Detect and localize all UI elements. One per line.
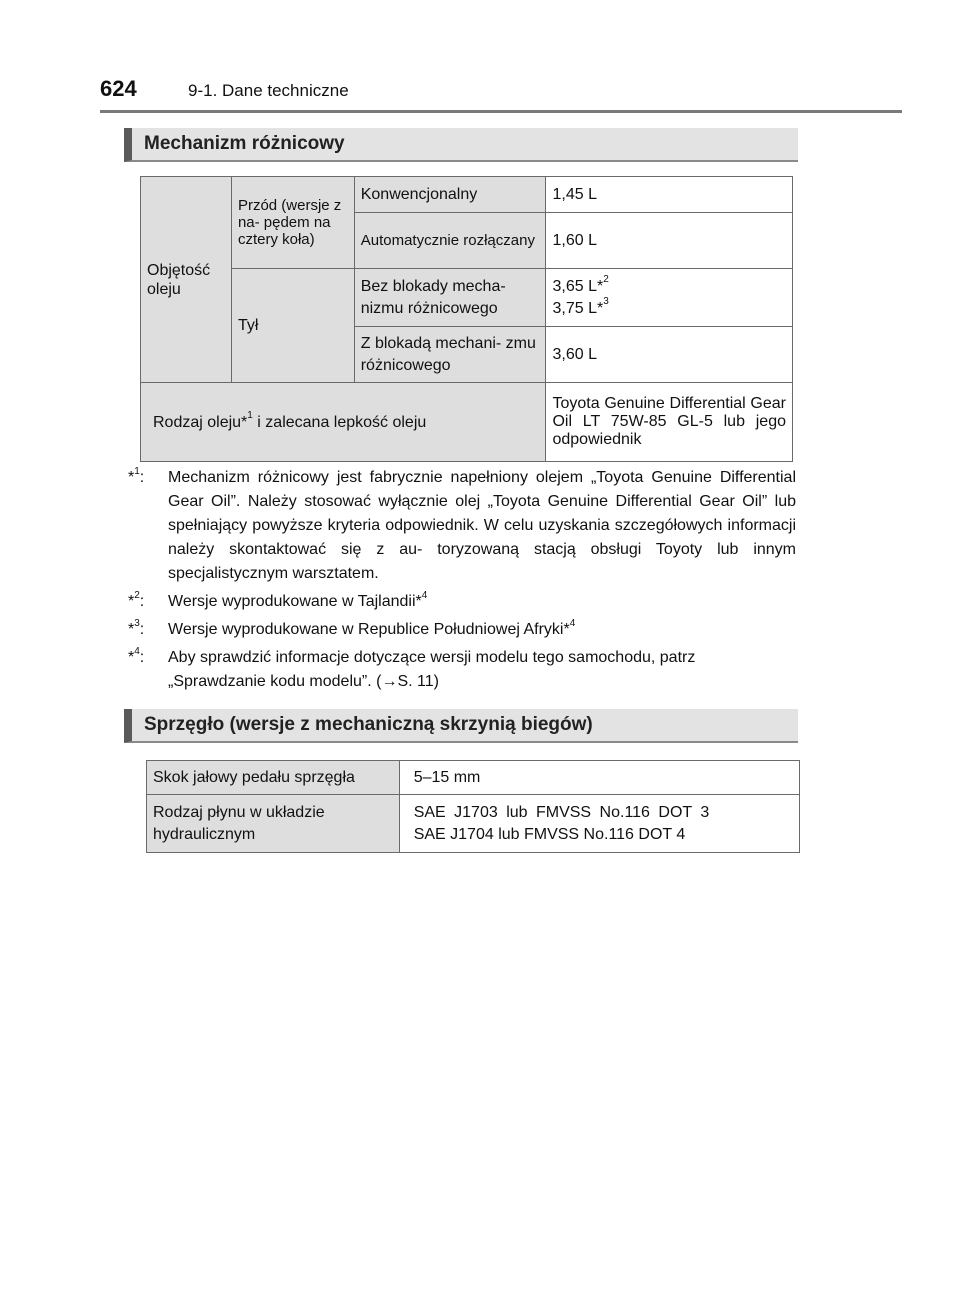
footnote-ref-3: 3 <box>603 296 609 308</box>
rear-no-lock-value <box>546 269 793 327</box>
fluid-value-1: SAE J1703 lub FMVSS No.116 DOT 3 <box>413 803 710 821</box>
footnote-marker: *$^2$: <box>128 589 145 610</box>
footnote-text: Mechanizm różnicowy jest fabrycznie napełniony olejem „Toyota Genuine Differential Gear Oil”. Należy stosować wyłącznie olej „Toyota Genuine Differential Gear Oil” lub spełniający powyższe kryteria odpowiednik. W celu uzyskania szczegółowych informacji należy skontaktować się z au- toryzowaną stacją obsługi Toyoty lub innym specjalistycznym warsztatem. <box>168 469 796 582</box>
rear-no-lock-label: Bez blokady mecha- nizmu różnicowego <box>354 269 546 327</box>
footnote-text: Aby sprawdzić informacje dotyczące wersji modelu tego samochodu, patrz „Sprawdzanie kodu modelu”. (→S. 11) <box>168 649 696 690</box>
chapter-title: 9-1. Dane techniczne <box>188 81 349 100</box>
free-play-label: Skok jałowy pedału sprzęgła <box>147 761 400 795</box>
fluid-label: Rodzaj płynu w układzie hydraulicznym <box>147 795 400 853</box>
footnote-marker: *$^3$: <box>128 617 145 638</box>
footnote-4 <box>124 646 796 694</box>
rear-no-lock-value-2: 3,75 L* <box>552 299 604 317</box>
front-conventional-label: Konwencjonalny <box>354 177 546 213</box>
oil-type-label <box>141 383 546 462</box>
front-label: Przód (wersje z na- pędem na cztery koła) <box>231 177 354 269</box>
rear-label: Tył <box>231 269 354 383</box>
differential-table <box>140 176 793 462</box>
footnote-text: Wersje wyprodukowane w Tajlandii* <box>168 593 422 610</box>
footnote-ref-4: 4 <box>569 617 576 629</box>
front-auto-value: 1,60 L <box>546 213 793 269</box>
rear-lock-value: 3,60 L <box>546 327 793 383</box>
footnote-ref-2: 2 <box>603 274 609 286</box>
section-title-differential: Mechanizm różnicowy <box>124 128 798 162</box>
footnote-2 <box>124 590 796 614</box>
oil-type-value: Toyota Genuine Differential Gear Oil LT 75W-85 GL-5 lub jego odpowiednik <box>546 383 793 462</box>
front-conventional-value: 1,45 L <box>546 177 793 213</box>
footnote-3 <box>124 618 796 642</box>
footnote-1 <box>124 466 796 586</box>
front-auto-label: Automatycznie rozłączany <box>354 213 546 269</box>
clutch-table <box>146 760 800 853</box>
section-title-clutch: Sprzęgło (wersje z mechaniczną skrzynią biegów) <box>124 709 798 743</box>
footnote-marker: *$^1$: <box>128 465 145 486</box>
footnote-marker: *$^4$: <box>128 645 145 666</box>
footnotes <box>124 466 796 696</box>
fluid-value <box>399 795 799 853</box>
header-divider <box>100 110 902 113</box>
fluid-value-2: SAE J1704 lub FMVSS No.116 DOT 4 <box>413 825 686 843</box>
free-play-value: 5–15 mm <box>399 761 799 795</box>
rear-no-lock-value-1: 3,65 L* <box>552 277 604 295</box>
oil-capacity-label: Objętość oleju <box>141 177 232 383</box>
footnote-ref-1: 1 <box>247 410 253 422</box>
page-header <box>100 76 900 110</box>
footnote-text: Wersje wyprodukowane w Republice Południowej Afryki* <box>168 621 570 638</box>
oil-type-label-text: Rodzaj oleju* <box>153 413 248 431</box>
rear-lock-label: Z blokadą mechani- zmu różnicowego <box>354 327 546 383</box>
oil-type-label-rest: i zalecana lepkość oleju <box>252 413 427 431</box>
page-number: 624 <box>100 76 137 101</box>
footnote-ref-4: 4 <box>421 589 428 601</box>
